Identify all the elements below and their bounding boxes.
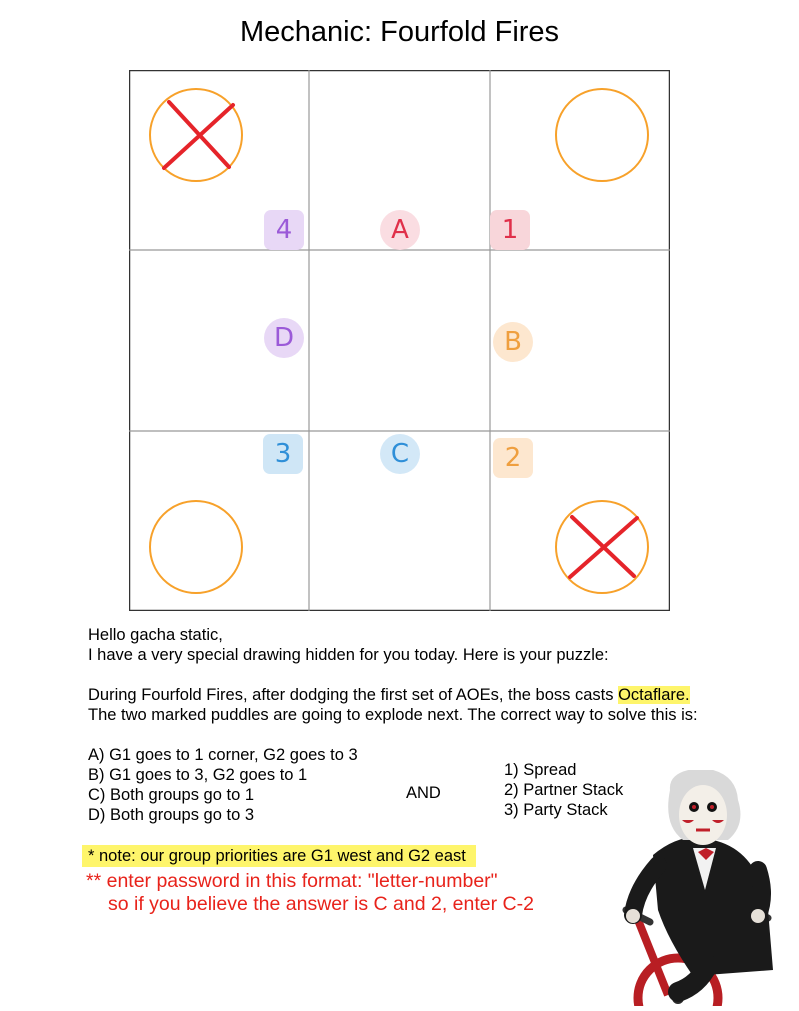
waymark-3: 3 [263, 434, 303, 474]
option-d: D) Both groups go to 3 [88, 806, 255, 824]
hand [751, 909, 765, 923]
and-label: AND [406, 784, 441, 802]
waymark-c: C [380, 434, 420, 474]
password-example: so if you believe the answer is C and 2, enter C-2 [108, 893, 534, 915]
arena-grid [129, 70, 670, 611]
option-a: A) G1 goes to 1 corner, G2 goes to 3 [88, 746, 358, 764]
priority-note: * note: our group priorities are G1 west and G2 east [82, 845, 476, 867]
arena-border [130, 71, 670, 611]
password-instruction: ** enter password in this format: "letter-number" [86, 870, 498, 892]
option-b: B) G1 goes to 3, G2 goes to 1 [88, 766, 308, 784]
left-arm [633, 865, 658, 915]
right-arm [758, 870, 762, 915]
arena-drawing [129, 70, 670, 611]
waymark-2: 2 [493, 438, 533, 478]
scenario-text [88, 685, 690, 705]
jigsaw-puppet-image [608, 770, 788, 1011]
greeting: Hello gacha static, [88, 626, 223, 644]
waymark-a: A [380, 210, 420, 250]
pupil [692, 805, 696, 809]
option-c: C) Both groups go to 1 [88, 786, 255, 804]
waymark-b: B [493, 322, 533, 362]
waymark-d: D [264, 318, 304, 358]
waymark-4: 4 [264, 210, 304, 250]
choice-party-stack: 3) Party Stack [504, 801, 608, 819]
choice-partner-stack: 2) Partner Stack [504, 781, 624, 799]
hand [626, 909, 640, 923]
pupil [710, 805, 714, 809]
face [679, 785, 727, 845]
highlighted-ability: Octaflare. [618, 686, 690, 704]
question-text: The two marked puddles are going to explode next. The correct way to solve this is: [88, 706, 698, 724]
scenario-text-main: During Fourfold Fires, after dodging the first set of AOEs, the boss casts [88, 686, 619, 704]
waymark-1: 1 [490, 210, 530, 250]
page-title: Mechanic: Fourfold Fires [239, 16, 560, 48]
choice-spread: 1) Spread [504, 761, 577, 779]
intro-text: I have a very special drawing hidden for you today. Here is your puzzle: [88, 646, 609, 664]
